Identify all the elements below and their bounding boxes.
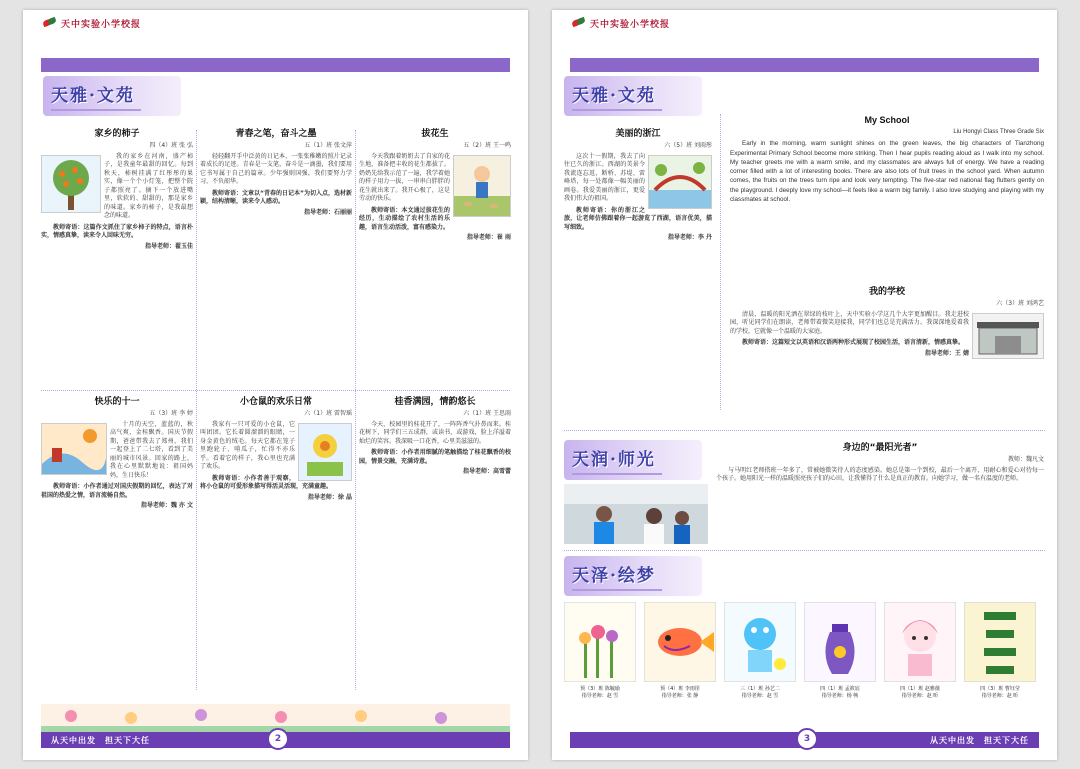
- article-zhejiang: [564, 128, 712, 428]
- article-author: 五（1）班 张文萍: [304, 142, 352, 149]
- drawing-girl-portrait: [884, 602, 956, 682]
- page-number: 2: [267, 728, 289, 750]
- drawing-gallery: [564, 602, 1045, 712]
- article-hamster: [200, 396, 352, 690]
- page-number: 3: [796, 728, 818, 750]
- article-author: Liu Hongyi Class Three Grade Six: [953, 129, 1044, 135]
- masthead-title: 天中实验小学校报: [590, 19, 671, 30]
- article-title: 快乐的十一: [94, 397, 140, 407]
- teacher-comment: 教师寄语：小作者用细腻的笔触描绘了桂花飘香的校园，情景交融，充满诗意。: [359, 449, 511, 465]
- masthead: [43, 16, 141, 30]
- top-band: [570, 58, 1039, 72]
- drawing-teacher: 指导老师：张 静: [661, 692, 699, 699]
- article-title: 家乡的柿子: [94, 129, 140, 139]
- row-divider: [41, 390, 510, 391]
- article-author: 教师：魏凡文: [1007, 456, 1044, 463]
- bridge-illustration: [648, 155, 712, 209]
- teacher-comment: 教师寄语：小作者善于观察，将小仓鼠的可爱形象描写得活灵活现，充满童趣。: [200, 474, 333, 490]
- drawing-teacher: 指导老师：赵 雪: [741, 692, 779, 699]
- section-banner-title: 天泽·绘梦: [572, 566, 656, 586]
- footer-slogan: 从天中出发 担天下大任: [930, 735, 1029, 745]
- teacher-signature: 指导老师：魏 亦 文: [140, 502, 193, 509]
- article-title: 桂香满园，情韵悠长: [394, 397, 476, 407]
- top-band: [41, 58, 510, 72]
- column-divider: [355, 130, 356, 690]
- drawing-teacher: 指导老师：杨 畅: [821, 692, 859, 699]
- article-body: 十月的天空，蓝蓝的，秋高气爽，金桂飘香。国庆节假期，爸爸带我去了郑州，我们一起登上了二七塔，看到了美丽的城市风景。回家的路上，我在心里默默地说：祖国妈妈，生日快乐！: [110, 420, 193, 479]
- peanut-harvest-illustration: [453, 155, 511, 217]
- teacher-signature: 指导老师：徐 晶: [307, 493, 352, 501]
- teacher-signature: 指导老师：石丽丽: [303, 208, 352, 216]
- drawing-cartoon-animal: [724, 602, 796, 682]
- article-title: 青春之笔，奋斗之墨: [235, 129, 317, 139]
- article-title: 拔花生: [421, 129, 449, 139]
- teacher-comment: 教师寄语：你的浙江之旅，让老师仿佛跟着你一起游览了西湖，语言优美，描写细致。: [564, 206, 712, 231]
- article-author: 六（5）班 刘雨彤: [664, 142, 712, 149]
- drawing-teacher: 指导老师：赵 昕: [981, 692, 1019, 699]
- teacher-signature: 指导老师：崔 雨: [466, 234, 511, 241]
- article-title: 小仓鼠的欢乐日常: [239, 397, 312, 407]
- masthead-title: 天中实验小学校报: [61, 19, 142, 30]
- school-logo-icon: [572, 18, 586, 28]
- drawing-item: [804, 602, 876, 712]
- row-divider: [564, 550, 1045, 551]
- section-banner-teachers: [564, 440, 702, 480]
- article-sunshine-teacher: [716, 442, 1044, 546]
- drawing-label: 三（1）班 孙艺二: [740, 686, 780, 692]
- article-author: 五（2）班 王一鸣: [463, 142, 511, 149]
- column-divider: [196, 130, 197, 690]
- article-author: 五（3）班 李 婷: [149, 410, 193, 417]
- newspaper-page-2: [23, 10, 528, 760]
- article-my-school-chinese: [730, 286, 1044, 426]
- article-body: 与马明红老师搭班一年多了，常被她微笑待人的态度感染。她总是第一个到校，最后一个离开，用耐心和爱心对待每一个孩子。她用阳光一样的温暖照亮孩子们的心田，让我懂得了什么是真正的教育。向她学习，做一名有温度的老师。: [716, 466, 1044, 482]
- banner-underline: [572, 109, 662, 111]
- drawing-teacher: 指导老师：赵 雪: [581, 692, 619, 699]
- article-persimmons: [41, 128, 193, 388]
- section-banner-literature: [43, 76, 181, 116]
- teacher-comment: 教师寄语：这篇短文以英语和汉语两种形式展现了校园生活，语言清新，情感真挚。: [742, 339, 965, 346]
- article-author: 六（1）班 雷智瑶: [304, 410, 352, 417]
- teacher-comment: 教师寄语：这篇作文抓住了家乡柿子的特点，语言朴实，情感真挚，读来令人回味无穷。: [41, 223, 193, 239]
- article-author: 六（1）班 王思雨: [463, 410, 511, 417]
- article-author: 四（4）班 张 弘: [149, 142, 193, 149]
- drawing-flowers: [564, 602, 636, 682]
- drawing-label: 预（3）班 陈毓瑜: [580, 686, 620, 692]
- drawing-label: 四（1）班 赵雅薇: [900, 686, 940, 692]
- article-title: 美丽的浙江: [615, 129, 661, 139]
- teacher-signature: 指导老师：翟玉佳: [144, 242, 193, 250]
- drawing-item: [564, 602, 636, 712]
- persimmon-tree-illustration: [41, 155, 101, 213]
- drawing-item: [884, 602, 956, 712]
- teacher-comment: 教师寄语：小作者通过对国庆假期的回忆，表达了对祖国的热爱之情，语言流畅自然。: [41, 483, 193, 499]
- section-banner-title: 天雅·文苑: [51, 86, 135, 106]
- drawing-teacher: 指导老师：赵 昕: [901, 692, 939, 699]
- drawing-calligraphy: [964, 602, 1036, 682]
- article-body: 清晨，温暖的阳光洒在翠绿的枝叶上，天中实验小学这几个大字更加醒目。我走进校园，听见同学们在朗读，老师带着微笑迎接我，同学们也总是充满活力。我深深地爱着我的学校，它就像一个温暖的大家庭。: [730, 310, 969, 335]
- hamster-illustration: [298, 423, 352, 481]
- section-banner-art: [564, 556, 702, 596]
- article-body: 这次十一假期，我去了向往已久的浙江。西湖的美景令我流连忘返，断桥、苏堤、雷峰塔，每一处都像一幅美丽的画卷。我爱美丽的浙江，更爱我们伟大的祖国。: [564, 152, 645, 202]
- teacher-signature: 指导老师：王 婧: [924, 349, 969, 357]
- article-body: 我的家乡在河南，盛产柿子，是我童年最甜的回忆。每到秋天，柿树挂满了红彤彤的果实，像一个个小灯笼，把整个院子都照亮了。摘下一个放进嘴里，软软的、甜甜的，那是家乡的味道。家乡的柿子，是我最想念的味道。: [104, 152, 193, 219]
- banner-underline: [572, 589, 662, 591]
- article-title: 我的学校: [868, 287, 905, 297]
- article-body: 我家有一只可爱的小仓鼠，它叫团团。它长着圆溜溜的眼睛，一身金黄色的绒毛。每天它都在笼子里跑轮子、啃瓜子，忙得不亦乐乎。看着它的样子，我心里也充满了欢乐。: [200, 420, 295, 470]
- row-divider: [564, 430, 1045, 431]
- teacher-comment: 教师寄语：本文通过拔花生的经历，生动描绘了农村生活的乐趣，语言生动活泼，富有感染力。: [359, 206, 450, 231]
- article-body: 今天我跟着奶奶去了自家的花生地，准备把丰收的花生都拔了。奶奶先给我示范了一遍，我学着她的样子用力一拔，一串串白胖胖的花生就出来了。我开心极了，这是劳动的快乐。: [359, 152, 450, 202]
- drawing-item: [964, 602, 1036, 712]
- article-title: 身边的“最阳光者”: [842, 443, 918, 453]
- school-logo-icon: [43, 18, 57, 28]
- school-gate-illustration: [972, 313, 1044, 359]
- teacher-signature: 指导老师：高雪蕾: [462, 468, 511, 475]
- masthead: [572, 16, 670, 30]
- article-my-school-english: [730, 114, 1044, 244]
- section-banner-literature: [564, 76, 702, 116]
- drawing-label: 四（1）班 孟筱宸: [820, 686, 860, 692]
- drawing-item: [724, 602, 796, 712]
- article-youth: [200, 128, 352, 388]
- article-body: 轻轻翻开手中泛黄的日记本，一张张稚嫩的照片记录着成长的足迹。青春是一支笔，奋斗是一滴墨，我们要用它书写属于自己的篇章。少年强则国强，我们要努力学习，不负韶华。: [200, 152, 352, 185]
- teacher-classroom-photo: [564, 484, 708, 544]
- article-national-day: [41, 396, 193, 690]
- drawing-vase: [804, 602, 876, 682]
- teacher-signature: 指导老师：李 丹: [667, 234, 712, 241]
- article-peanuts: [359, 128, 511, 388]
- article-author: 六（3）班 刘鸿艺: [996, 300, 1044, 307]
- article-body: 今天，校园里的桂花开了，一阵阵香气扑鼻而来。桂花树下，同学们三五成群，或读书，或游戏，脸上洋溢着灿烂的笑容。我深吸一口花香，心里美滋滋的。: [359, 420, 511, 445]
- landscape-illustration: [41, 423, 107, 475]
- article-body: Early in the morning, warm sunlight shines on the green leaves, the big characters of Tianzhong Experimental Primary School become more striking. Then I hear pupils reading aloud as I walk into my school. My teacher greets me with a warm smile, and my classmates are always full of energy. We have a reading corner filled with a lot of interesting books. There are also lots of fruit trees in the school yard. When autumn comes, the fruits on the trees turn ripe and look very tempting. The five-star red national flag flutters gently on the playground. I deeply love my school—it feels like a warm big family. I also love studying and playing with my classmates at school.: [730, 140, 1044, 204]
- drawing-fish: [644, 602, 716, 682]
- newspaper-page-3: [552, 10, 1057, 760]
- column-divider: [720, 114, 721, 410]
- banner-underline: [572, 473, 662, 475]
- footer-slogan: 从天中出发 担天下大任: [51, 735, 150, 745]
- drawing-label: 四（3）班 曹钰莹: [980, 686, 1020, 692]
- drawing-item: [644, 602, 716, 712]
- drawing-label: 预（4）班 李雨彤: [660, 686, 700, 692]
- teacher-comment: 教师寄语：文章以“青春的日记本”为切入点，选材新颖，结构清晰，读来令人感动。: [200, 189, 352, 205]
- section-banner-title: 天雅·文苑: [572, 86, 656, 106]
- section-banner-title: 天润·师光: [572, 450, 656, 470]
- article-osmanthus: [359, 396, 511, 690]
- banner-underline: [51, 109, 141, 111]
- article-title: My School: [864, 115, 910, 125]
